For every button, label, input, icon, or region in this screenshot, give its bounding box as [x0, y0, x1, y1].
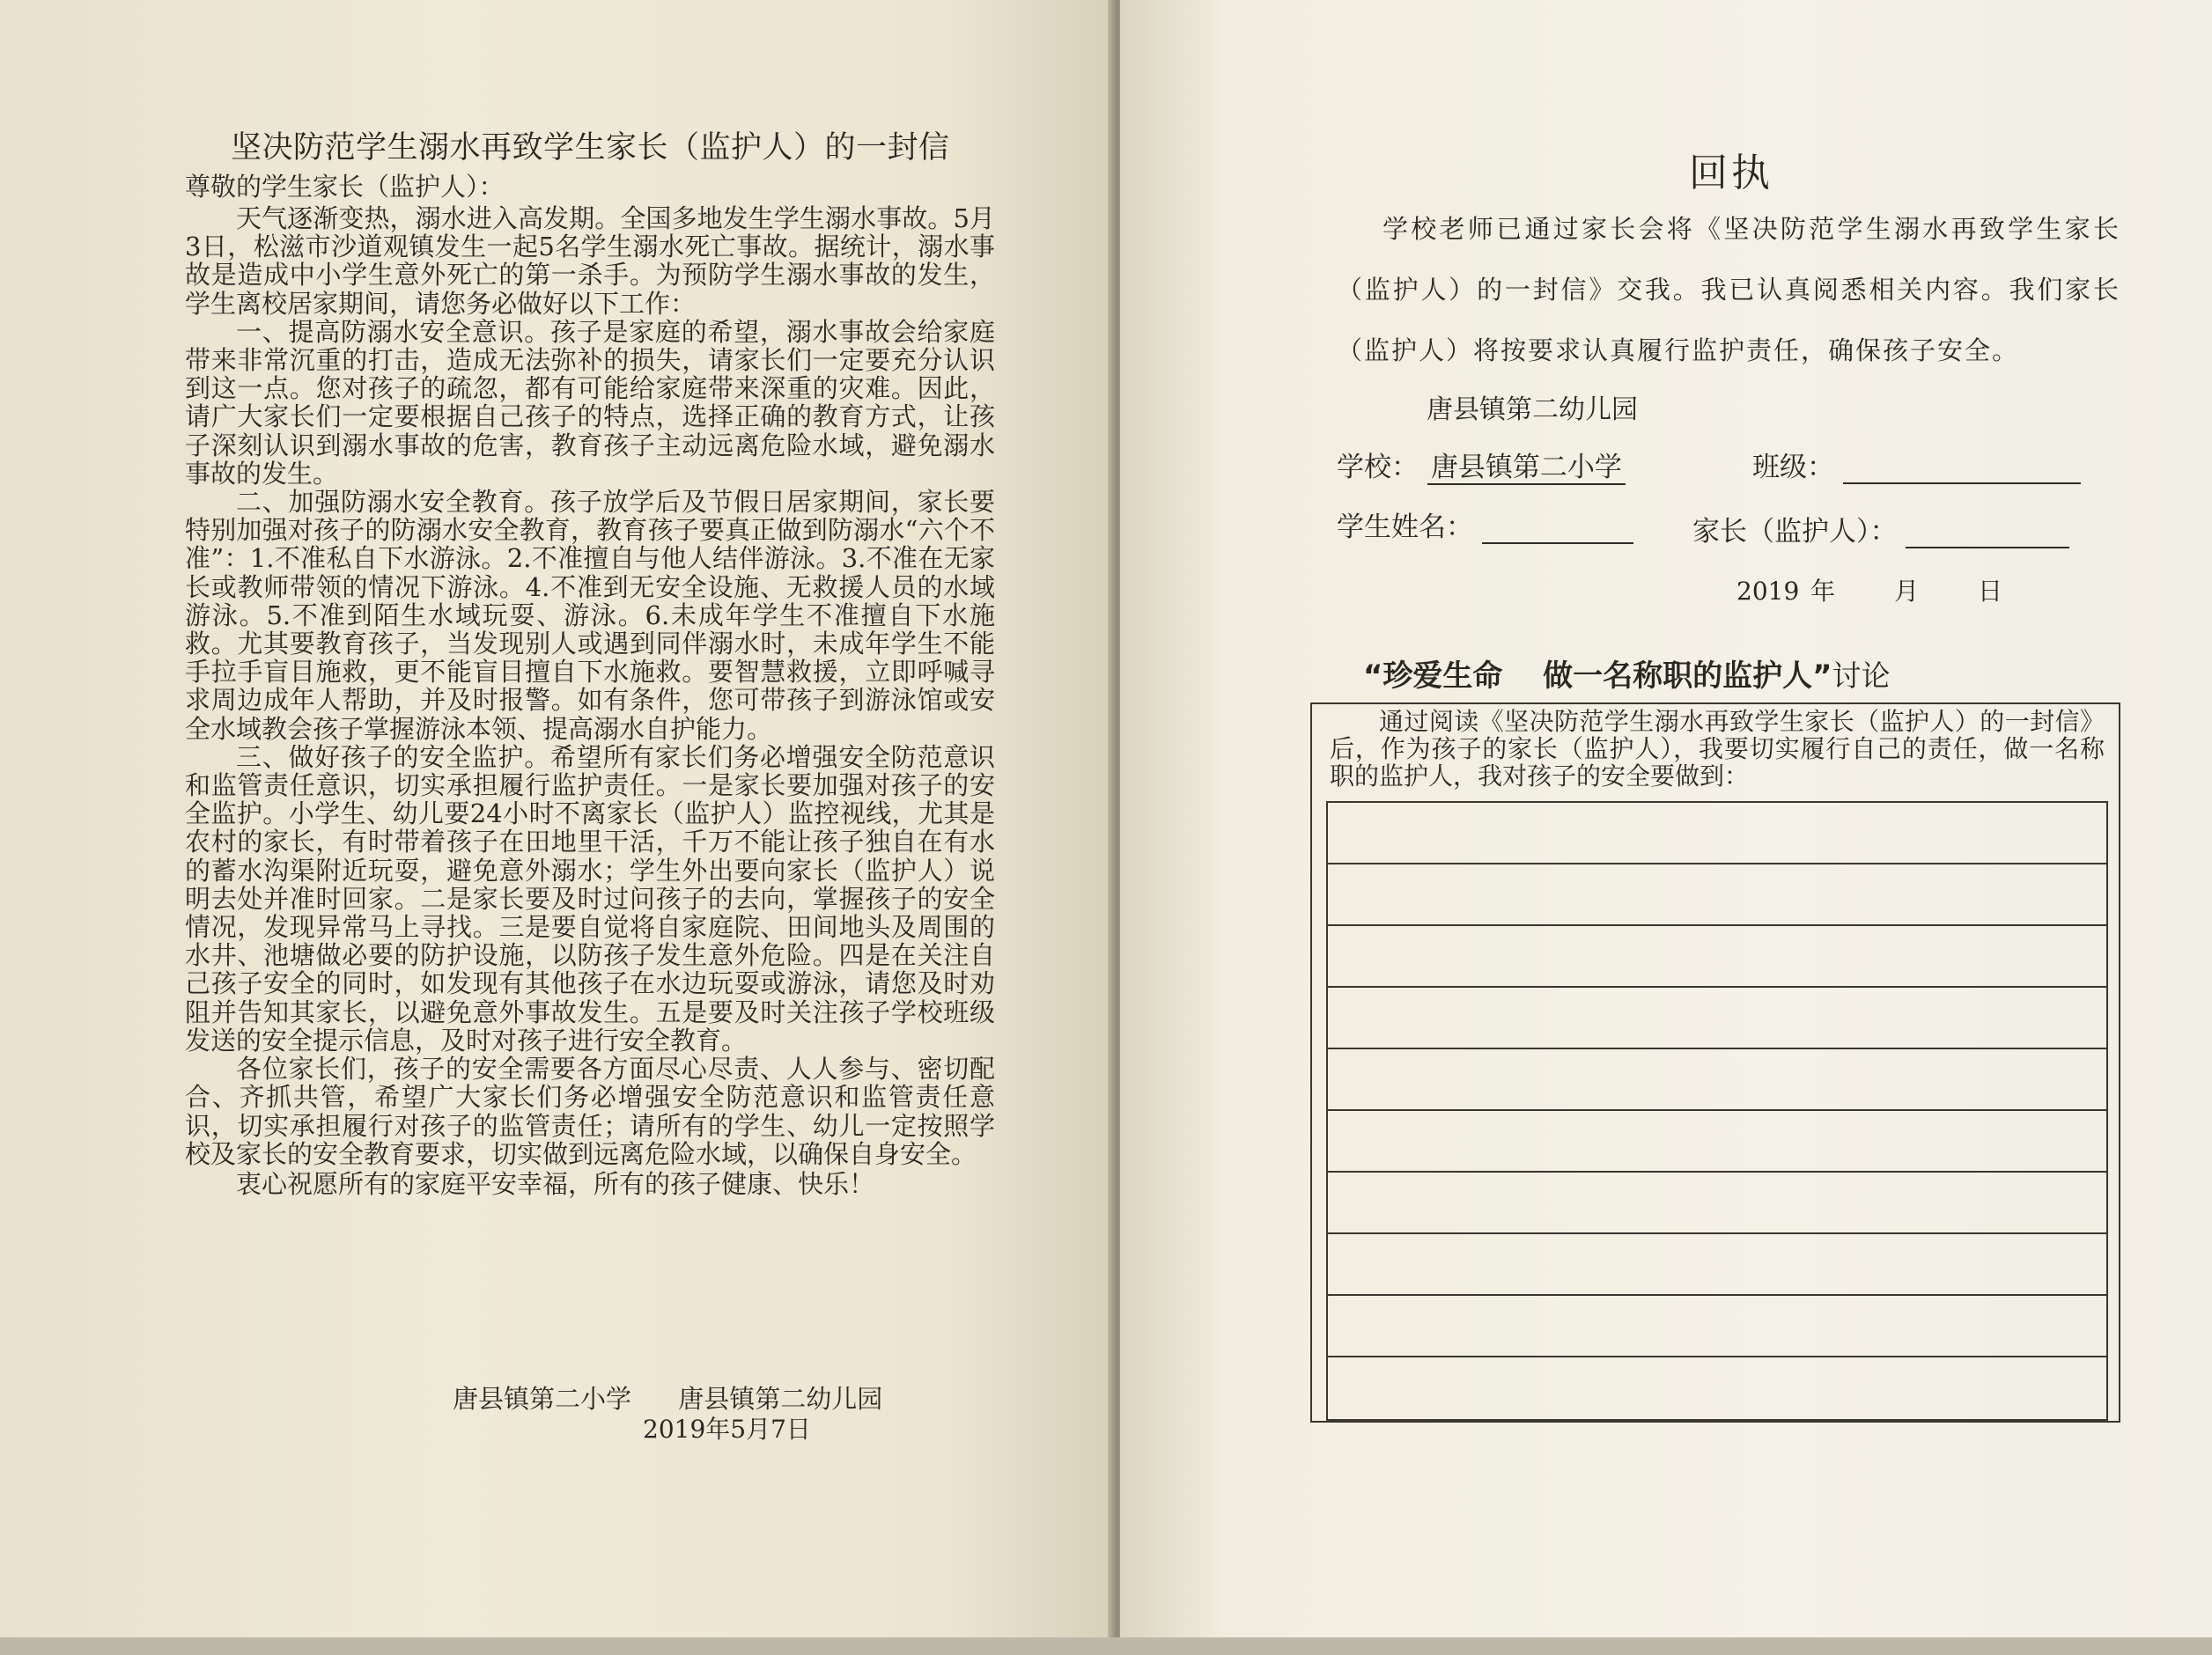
receipt-date: [1736, 572, 2050, 607]
letter-paragraph-intro: 天气逐渐变热，溺水进入高发期。全国多地发生学生溺水事故。5月3日，松滋市沙道观镇发生一起5名学生溺水死亡事故。据统计，溺水事故是造成中小学生意外死亡的第一杀手。为预防学生溺水事故的发生，学生离校居家期间，请您务必做好以下工作：: [185, 203, 995, 319]
receipt-statement: 学校老师已通过家长会将《坚决防范学生溺水再致学生家长（监护人）的一封信》交我。我已认真阅悉相关内容。我们家长（监护人）将按要求认真履行监护责任，确保孩子安全。: [1337, 214, 2120, 365]
signer-kindergarten: 唐县镇第二幼儿园: [678, 1384, 883, 1414]
class-label: 班级：: [1752, 452, 1834, 483]
letter-paragraph-1: 一、提高防溺水安全意识。孩子是家庭的希望，溺水事故会给家庭带来非常沉重的打击，造成无法弥补的损失，请家长们一定要充分认识到这一点。您对孩子的疏忽，都有可能给家庭带来深重的灾难。因此，请广大家长们一定要根据自己孩子的特点，选择正确的教育方式，让孩子深刻认识到溺水事故的危害，教育孩子主动远离危险水域，避免溺水事故的发生。: [185, 316, 995, 489]
letter-body: [185, 204, 995, 1198]
class-blank[interactable]: [1843, 452, 2081, 484]
answer-line[interactable]: [1328, 1049, 2106, 1111]
discussion-heading: [1363, 651, 1891, 695]
letter-paragraph-4: 各位家长们，孩子的安全需要各方面尽心尽责、人人参与、密切配合、齐抓共管，希望广大家长们务必增强安全防范意识和监管责任意识，切实承担履行对孩子的监管责任；请所有的学生、幼儿一定按照学校及家长的安全教育要求，切实做到远离危险水域，以确保自身安全。: [185, 1054, 995, 1169]
student-name-label: 学生姓名：: [1337, 511, 1473, 543]
signer-primary-school: 唐县镇第二小学: [453, 1384, 632, 1414]
letter-greeting: 尊敬的学生家长（监护人）：: [185, 172, 505, 202]
answer-line[interactable]: [1328, 1173, 2106, 1234]
school-value[interactable]: 唐县镇第二小学: [1427, 452, 1626, 485]
class-field: [1752, 445, 2081, 484]
date-day: 日: [1978, 577, 2003, 606]
answer-line[interactable]: [1328, 1296, 2106, 1357]
letter-title: 坚决防范学生溺水再致学生家长（监护人）的一封信: [231, 130, 950, 166]
answer-line[interactable]: [1328, 1357, 2106, 1419]
answer-grid: [1326, 801, 2108, 1421]
letter-paragraph-2: 二、加强防溺水安全教育。孩子放学后及节假日居家期间，家长要特别加强对孩子的防溺水安全教育，教育孩子要真正做到防溺水“六个不准”：1.不准私自下水游泳。2.不准擅自与他人结伴游泳。3.不准在无家长或教师带领的情况下游泳。4.不准到无安全设施、无救援人员的水域游泳。5.不准到陌生水域玩耍、游泳。6.未成年学生不准擅自下水施救。尤其要教育孩子，当发现别人或遇到同伴溺水时，未成年学生不能手拉手盲目施救，更不能盲目擅自下水施救。要智慧救援，立即呼喊寻求周边成年人帮助，并及时报警。如有条件，您可带孩子到游泳馆或安全水域教会孩子掌握游泳本领、提高溺水自护能力。: [185, 487, 995, 744]
parent-field: [1692, 509, 2069, 548]
letter-closing: 衷心祝愿所有的家庭平安幸福，所有的孩子健康、快乐！: [236, 1168, 875, 1199]
parent-blank[interactable]: [1906, 517, 2069, 548]
answer-line[interactable]: [1328, 926, 2106, 988]
school-field: [1337, 445, 1626, 484]
date-month: 月: [1894, 577, 1920, 606]
student-name-blank[interactable]: [1482, 512, 1633, 544]
table-surface: [0, 1637, 2212, 1655]
date-year: 2019 年: [1736, 577, 1836, 606]
discussion-title: “珍爱生命 做一名称职的监护人”: [1363, 658, 1832, 694]
discussion-intro: 通过阅读《坚决防范学生溺水再致学生家长（监护人）的一封信》后，作为孩子的家长（监护人），我要切实履行自己的责任，做一名称职的监护人，我对孩子的安全要做到：: [1330, 707, 2105, 791]
discussion-box: [1310, 702, 2120, 1423]
answer-line[interactable]: [1328, 864, 2106, 926]
answer-line[interactable]: [1328, 988, 2106, 1049]
receipt-kindergarten: 唐县镇第二幼儿园: [1427, 394, 1638, 425]
letter-date: 2019年5月7日: [643, 1415, 811, 1444]
answer-line[interactable]: [1328, 1111, 2106, 1173]
answer-line[interactable]: [1328, 803, 2106, 864]
answer-line[interactable]: [1328, 1234, 2106, 1296]
receipt-title: 回执: [1689, 151, 1773, 195]
school-label: 学校：: [1337, 452, 1419, 483]
letter-paragraph-3: 三、做好孩子的安全监护。希望所有家长们务必增强安全防范意识和监管责任意识，切实承担履行监护责任。一是家长要加强对孩子的安全监护。小学生、幼儿要24小时不离家长（监护人）监控视线，尤其是农村的家长，有时带着孩子在田地里干活，千万不能让孩子独自在有水的蓄水沟渠附近玩耍，避免意外溺水；学生外出要向家长（监护人）说明去处并准时回家。二是家长要及时过问孩子的去向，掌握孩子的安全情况，发现异常马上寻找。三是要自觉将自家庭院、田间地头及周围的水井、池塘做必要的防护设施，以防孩子发生意外危险。四是在关注自己孩子安全的同时，如发现有其他孩子在水边玩耍或游泳，请您及时劝阻并告知其家长，以避免意外事故发生。五是要及时关注孩子学校班级发送的安全提示信息，及时对孩子进行安全教育。: [185, 741, 995, 1056]
student-name-field: [1337, 504, 1633, 544]
parent-label: 家长（监护人）：: [1692, 516, 1898, 548]
discussion-suffix: 讨论: [1832, 658, 1891, 693]
